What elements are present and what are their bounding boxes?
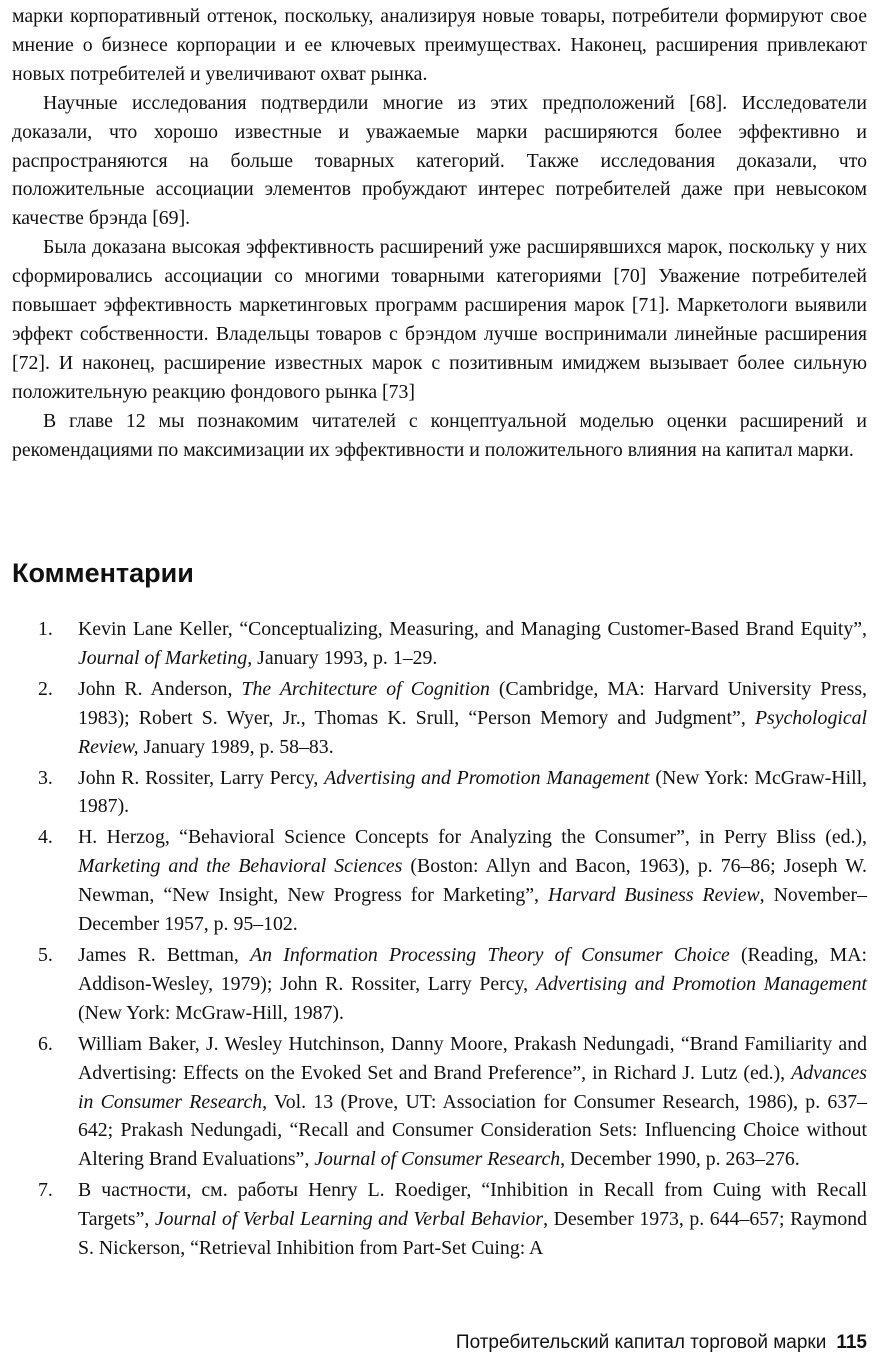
note-text: (Cambridge, MA: Harvard University Press, 1983); Robert S. Wyer, Jr., Thomas K. Srull, “Person Memory and Judgment”, [78, 677, 867, 729]
note-text: January 1989, p. 58–83. [138, 735, 334, 758]
page-footer [456, 1330, 867, 1356]
note-title: Marketing and the Behavioral Sciences [78, 855, 403, 878]
note-item [38, 1030, 867, 1175]
note-title: Advances in Consumer Research [78, 1061, 867, 1113]
note-item [38, 823, 867, 939]
note-title: Harvard Business Review [547, 884, 760, 907]
note-text: James R. Bettman, [78, 943, 251, 966]
note-text: (Boston: Allyn and Bacon, 1963), p. 76–86; Joseph W. Newman, “New Insight, New Progress for Marketing”, [78, 855, 868, 907]
note-number: 6. [38, 1032, 53, 1055]
note-text: , December 1990, p. 263–276. [560, 1148, 800, 1171]
note-number: 4. [38, 826, 53, 849]
note-item [38, 675, 867, 762]
note-number: 2. [38, 677, 53, 700]
note-number: 5. [38, 943, 53, 966]
note-text: (Reading, MA: Addison-Wesley, 1979); John R. Rossiter, Larry Percy, [78, 943, 868, 995]
note-item [38, 615, 867, 673]
note-title: Advertising and Promotion Management [324, 766, 650, 789]
note-item [38, 1176, 867, 1263]
note-text: (New York: McGraw-Hill, 1987). [78, 766, 868, 818]
page-number: 115 [836, 1332, 867, 1353]
paragraph: марки корпоративный оттенок, поскольку, анализируя новые товары, потребители формируют свое мнение о бизнесе корпорации и ее ключевых преимуществах. Наконец, расширения привлекают новых потребителей и увеличивают охват рынка. [12, 5, 867, 85]
running-title: Потребительский капитал торговой марки [455, 1332, 827, 1353]
note-text: John R. Rossiter, Larry Percy, [78, 766, 325, 789]
note-title: Psychological Review, [78, 706, 867, 758]
note-number: 3. [38, 766, 53, 789]
note-number: 7. [38, 1179, 53, 1202]
note-text: , November–December 1957, p. 95–102. [78, 884, 867, 936]
note-text: В частности, см. работы Henry L. Roediger, “Inhibition in Recall from Cuing with Recall Targets”, [78, 1179, 867, 1231]
note-title: Journal of Consumer Research [314, 1148, 561, 1171]
note-text: William Baker, J. Wesley Hutchinson, Danny Moore, Prakash Nedungadi, “Brand Familiarity and Advertising: Effects on the Evoked Set and Brand Preference”, in Richard J. Lutz (ed.), [78, 1032, 867, 1084]
note-number: 1. [38, 618, 53, 640]
note-text: Kevin Lane Keller, “Conceptualizing, Measuring, and Managing Customer-Based Brand Equity”, [78, 618, 867, 640]
note-text: January 1993, p. 1–29. [252, 646, 438, 669]
paragraph: Научные исследования подтвердили многие из этих предположений [68]. Исследователи доказали, что хорошо известные и уважаемые марки расширяются более эффективно и распространяются на больше товарных категорий. Также исследования доказали, что положительные ассоциации элементов пробуждают интерес потребителей даже при невысоком качестве брэнда [69]. [12, 91, 867, 230]
note-text: , Vol. 13 (Prove, UT: Association for Consumer Research, 1986), p. 637–642; Prakash Nedungadi, “Recall and Consumer Consideration Sets: Influencing Choice without Altering Brand Evaluations”, [78, 1090, 867, 1171]
note-title: Journal of Verbal Learning and Verbal Behavior [154, 1208, 544, 1231]
note-text: H. Herzog, “Behavioral Science Concepts for Analyzing the Consumer”, in Perry Bliss (ed.), [78, 826, 867, 849]
paragraph: Была доказана высокая эффективность расширений уже расширявшихся марок, поскольку у них сформировались ассоциации со многими товарными категориями [70] Уважение потребителей повышает эффективность маркетинговых программ расширения марок [71]. Маркетологи выявили эффект собственности. Владельцы товаров с брэндом лучше воспринимали линейные расширения [72]. И наконец, расширение известных марок с позитивным имиджем вызывает более сильную положительную реакцию фондового рынка [73] [12, 236, 867, 403]
note-title: Journal of Marketing, [78, 646, 253, 669]
body-text [12, 2, 867, 465]
note-item [38, 764, 867, 822]
note-text: John R. Anderson, [78, 677, 242, 700]
note-item [38, 941, 867, 1028]
note-text: (New York: McGraw-Hill, 1987). [78, 1001, 344, 1024]
paragraph: В главе 12 мы познакомим читателей с концептуальной моделью оценки расширений и рекомендациями по максимизации их эффективности и положительного влияния на капитал марки. [12, 409, 867, 461]
note-title: The Architecture of Cognition [241, 677, 490, 700]
section-heading: Комментарии [12, 558, 194, 588]
notes-list [38, 615, 867, 1265]
note-text: , Desember 1973, p. 644–657; Raymond S. Nickerson, “Retrieval Inhibition from Part-Set Cuing: A [78, 1208, 867, 1260]
note-title: Advertising and Promotion Management [535, 972, 867, 995]
note-title: An Information Processing Theory of Consumer Choice [250, 943, 730, 966]
